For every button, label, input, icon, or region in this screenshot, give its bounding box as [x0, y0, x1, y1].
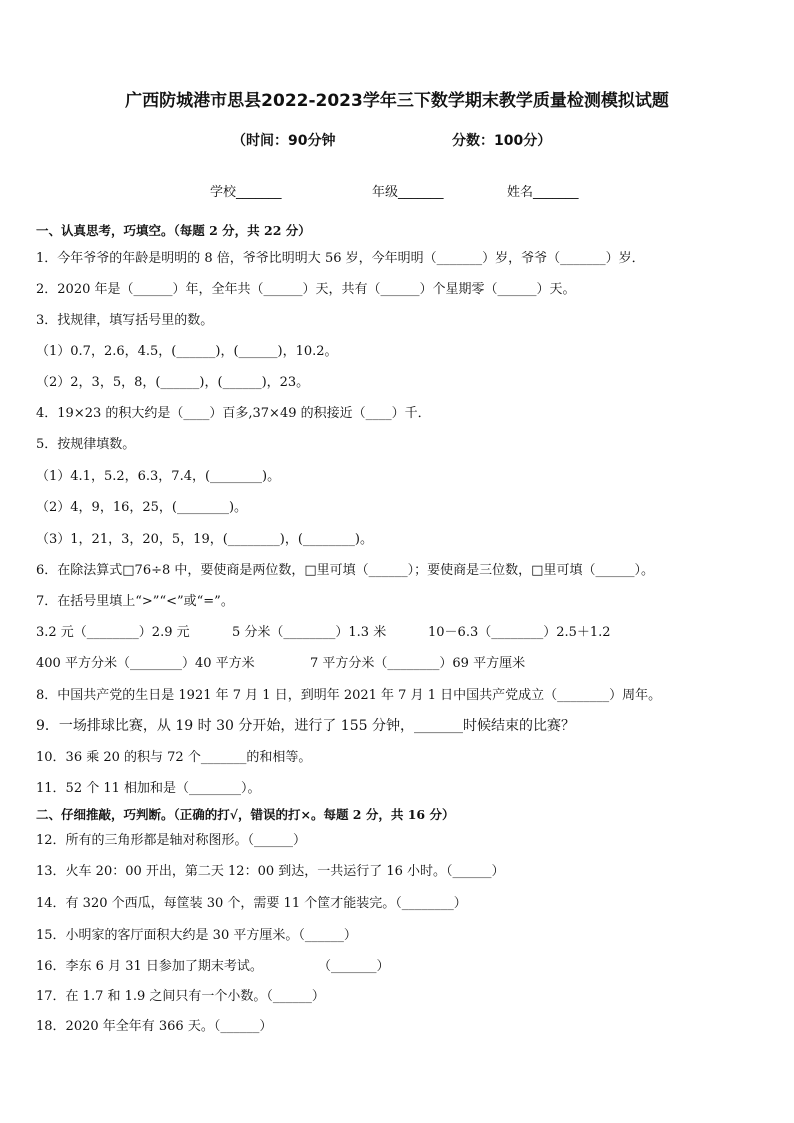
section-2-heading: 二、仔细推敲，巧判断。（正确的打√，错误的打×。每题 2 分，共 16 分） — [36, 807, 455, 822]
exam-title: 广西防城港市思县2022-2023学年三下数学期末教学质量检测模拟试题 — [125, 91, 669, 111]
question-2: 2．2020 年是（______）年，全年共（______）天，共有（______）个星期零（______）天。 — [36, 282, 576, 297]
question-3-1: （1）0.7，2.6，4.5，(______)，(______)，10.2。 — [36, 344, 338, 359]
question-3: 3．找规律，填写括号里的数。 — [36, 313, 214, 328]
school-field[interactable]: 学校_______ — [210, 185, 282, 200]
question-3-2: （2）2，3，5，8，(______)，(______)，23。 — [36, 375, 310, 390]
question-12: 12．所有的三角形都是轴对称图形。（______） — [36, 833, 307, 848]
question-5-1: （1）4.1，5.2，6.3，7.4，(________)。 — [36, 469, 281, 484]
question-7-row-2 — [36, 655, 756, 675]
exam-score: 分数：100分） — [452, 133, 552, 149]
question-4: 4．19×23 的积大约是（____）百多,37×49 的积接近（____）千． — [36, 406, 431, 421]
section-1-heading: 一、认真思考，巧填空。（每题 2 分，共 22 分） — [36, 223, 311, 238]
question-7-a: 3.2 元（________）2.9 元 — [36, 625, 190, 640]
question-8: 8．中国共产党的生日是 1921 年 7 月 1 日，到明年 2021 年 7 月 1 日中国共产党成立（________）周年。 — [36, 688, 662, 703]
question-9: 9．一场排球比赛，从 19 时 30 分开始，进行了 155 分钟，_______时候结束的比赛？ — [36, 718, 575, 734]
question-14: 14．有 320 个西瓜，每筐装 30 个，需要 11 个筐才能装完。（________） — [36, 896, 467, 911]
question-7-c: 10－6.3（________）2.5＋1.2 — [428, 625, 611, 640]
question-5: 5．按规律填数。 — [36, 437, 136, 452]
question-10: 10．36 乘 20 的积与 72 个_______的和相等。 — [36, 750, 312, 765]
question-7: 7．在括号里填上“>”“<”或“=”。 — [36, 594, 234, 609]
question-15: 15．小明家的客厅面积大约是 30 平方厘米。（______） — [36, 928, 357, 943]
question-17: 17．在 1.7 和 1.9 之间只有一个小数。（______） — [36, 989, 325, 1004]
question-16-row — [36, 958, 756, 978]
question-1: 1．今年爷爷的年龄是明明的 8 倍，爷爷比明明大 56 岁，今年明明（_______）岁，爷爷（_______）岁． — [36, 251, 645, 266]
grade-field[interactable]: 年级_______ — [372, 185, 444, 200]
question-7-d: 400 平方分米（________）40 平方米 — [36, 656, 255, 671]
question-5-3: （3）1，21，3，20，5，19，(________)，(________)。 — [36, 532, 373, 547]
question-6: 6．在除法算式□76÷8 中，要使商是两位数，□里可填（______）；要使商是三位数，□里可填（______）。 — [36, 563, 654, 578]
name-field[interactable]: 姓名_______ — [507, 185, 579, 200]
question-13: 13．火车 20：00 开出，第二天 12：00 到达，一共运行了 16 小时。（______） — [36, 864, 505, 879]
question-7-row-1 — [36, 624, 756, 644]
question-5-2: （2）4，9，16，25，(________)。 — [36, 500, 248, 515]
exam-time: （时间：90分钟 — [232, 133, 336, 149]
question-16-blank: （_______） — [318, 959, 390, 974]
question-16: 16．李东 6 月 31 日参加了期末考试。 — [36, 959, 263, 974]
question-7-b: 5 分米（________）1.3 米 — [232, 625, 387, 640]
question-18: 18．2020 年全年有 366 天。（______） — [36, 1019, 273, 1034]
question-7-e: 7 平方分米（________）69 平方厘米 — [310, 656, 526, 671]
question-11: 11．52 个 11 相加和是（________）。 — [36, 781, 261, 796]
